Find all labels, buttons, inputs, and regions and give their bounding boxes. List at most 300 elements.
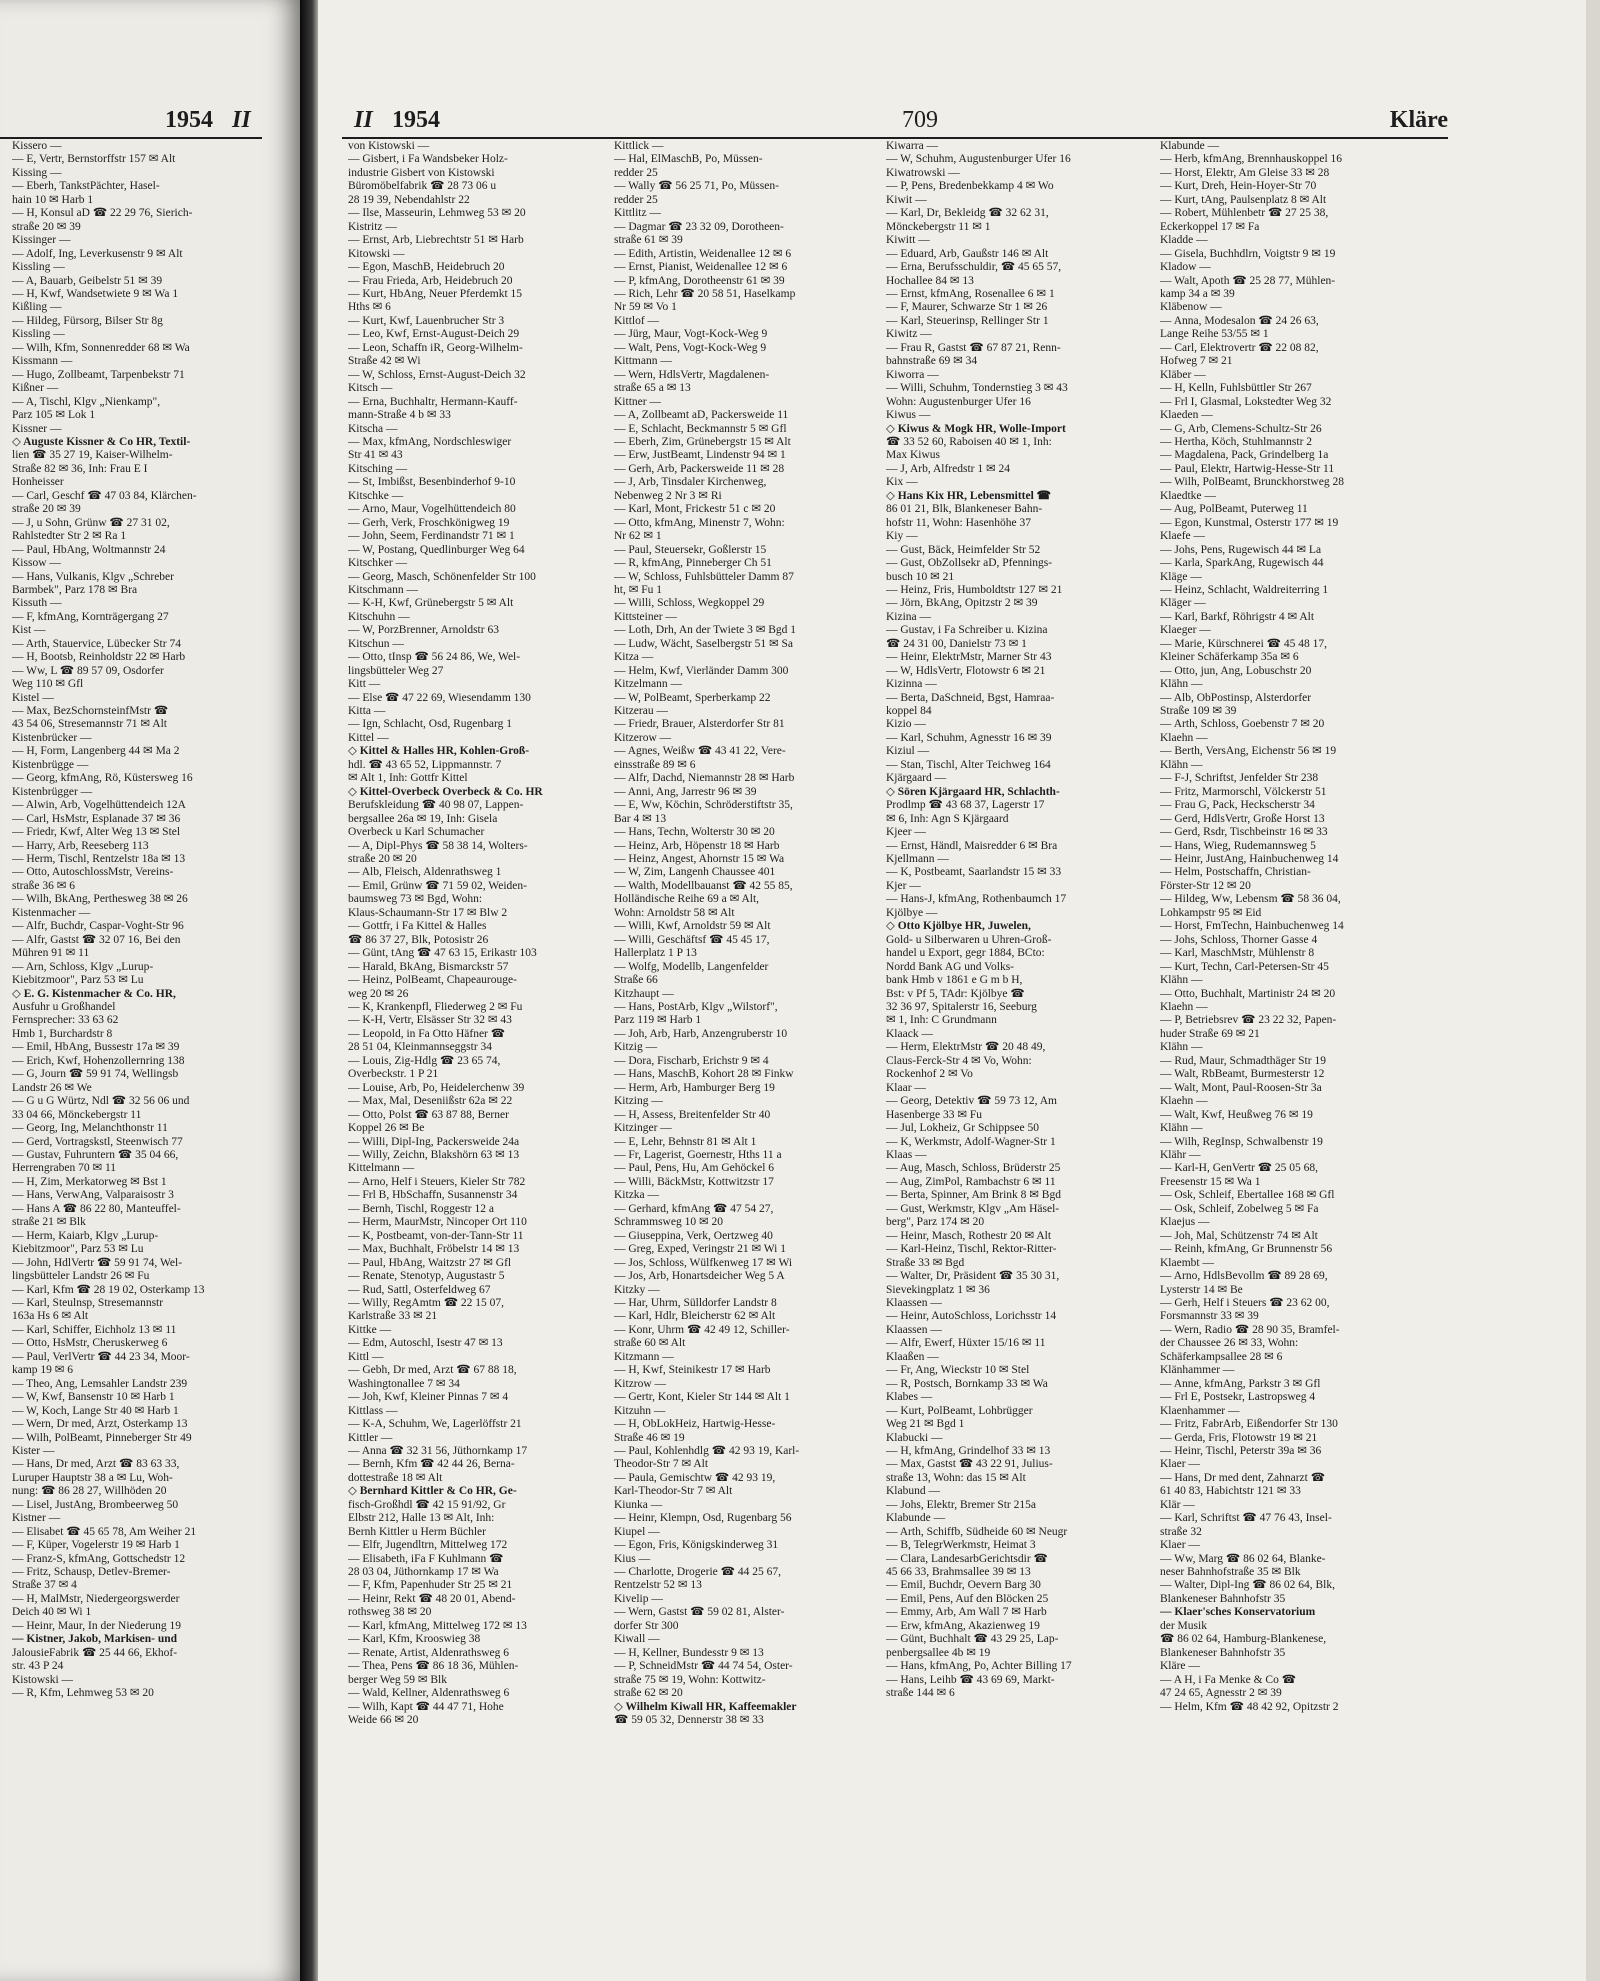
directory-line: — Wern, Dr med, Arzt, Osterkamp 13: [12, 1418, 188, 1431]
directory-column-1: [348, 140, 610, 1975]
directory-line: — Heinr, Klempn, Osd, Rugenbarg 56: [614, 1512, 792, 1525]
directory-line: Kitzerau —: [614, 705, 668, 718]
directory-line: Klär —: [1160, 1498, 1195, 1511]
directory-line: — A, Tischl, Klgv „Nienkamp",: [12, 395, 161, 408]
directory-line: — J, u Sohn, Grünw ☎ 27 31 02,: [12, 516, 170, 529]
directory-line: Max Kiwus: [886, 449, 940, 462]
directory-line: — W, HdlsVertr, Flotowstr 6 ✉ 21: [886, 664, 1046, 677]
directory-line: — H, kfmAng, Grindelhof 33 ✉ 13: [886, 1444, 1051, 1457]
directory-line: — Carl, Elektrovertr ☎ 22 08 82,: [1160, 341, 1319, 354]
directory-line: Kleiner Schäferkamp 35a ✉ 6: [1160, 651, 1299, 664]
directory-line: — Edith, Artistin, Weidenallee 12 ✉ 6: [614, 247, 792, 260]
directory-line: — Arn, Schloss, Klgv „Lurup-: [12, 960, 154, 973]
directory-line: Kius —: [614, 1552, 651, 1565]
directory-line: Kissinger —: [12, 234, 71, 247]
directory-line: — Adolf, Ing, Leverkusenstr 9 ✉ Alt: [12, 247, 183, 260]
directory-line: Kissling —: [12, 328, 65, 341]
directory-line: Kittlass —: [348, 1404, 398, 1417]
directory-line: — Hans, PostArb, Klgv „Wilstorf",: [614, 1001, 778, 1013]
directory-line: berger Weg 59 ✉ Blk: [348, 1673, 447, 1686]
directory-line: — Otto, Polst ☎ 63 87 88, Berner: [348, 1108, 509, 1121]
directory-line: — Paula, Gemischtw ☎ 42 93 19,: [614, 1471, 776, 1484]
directory-line: Hmb 1, Burchardstr 8: [12, 1027, 113, 1040]
directory-line: Kissero —: [12, 140, 62, 152]
directory-line: Kißling —: [12, 301, 62, 314]
directory-line: Kitschuhn —: [348, 610, 410, 623]
directory-line: — Thea, Pens ☎ 86 18 36, Mühlen-: [348, 1660, 519, 1673]
directory-line: straße 21 ✉ Blk: [12, 1216, 86, 1229]
directory-line: — Frau Frieda, Arb, Heidebruch 20: [348, 274, 513, 287]
directory-line: Kittelmann —: [348, 1162, 415, 1175]
directory-line: 86 01 21, Blk, Blankeneser Bahn-: [886, 503, 1043, 516]
directory-line: ◇ Bernhard Kittler & Co HR, Ge-: [348, 1485, 517, 1498]
directory-line: Kjellmann —: [886, 853, 949, 866]
directory-line: — Emil, Grünw ☎ 71 59 02, Weiden-: [348, 879, 527, 892]
directory-line: Kittl —: [348, 1350, 384, 1363]
directory-line: Klähn —: [1160, 678, 1203, 691]
directory-line: Luruper Hauptstr 38 a ✉ Lu, Woh-: [12, 1471, 173, 1484]
directory-line: — Anna ☎ 32 31 56, Jüthornkamp 17: [348, 1444, 528, 1457]
running-head: Kläre: [1389, 107, 1448, 133]
directory-line: — E, Lehr, Behnstr 81 ✉ Alt 1: [614, 1135, 757, 1148]
directory-line: Kiwus —: [886, 409, 931, 422]
directory-line: Kjärgaard —: [886, 772, 947, 785]
directory-line: Kitzinger —: [614, 1122, 672, 1135]
directory-line: ◇ Wilhelm Kiwall HR, Kaffeemakler: [614, 1700, 797, 1713]
directory-line: bergsallee 26a ✉ 19, Inh: Gisela: [348, 812, 498, 825]
directory-line: — Paul, HbAng, Woltmannstr 24: [12, 543, 166, 556]
directory-line: Kitzmann —: [614, 1350, 674, 1363]
directory-line: — Ww, L ☎ 89 57 09, Osdorfer: [12, 664, 164, 677]
directory-line: — Heinr, Tischl, Peterstr 39a ✉ 36: [1160, 1444, 1322, 1457]
directory-line: — Ludw, Wächt, Saselbergstr 51 ✉ Sa: [614, 637, 794, 650]
directory-line: Kitta —: [348, 705, 386, 718]
directory-line: — Franz-S, kfmAng, Gottschedstr 12: [12, 1552, 186, 1565]
directory-line: — Günt, Buchhalt ☎ 43 29 25, Lap-: [886, 1633, 1059, 1646]
directory-line: Deich 40 ✉ Wi 1: [12, 1606, 92, 1619]
directory-line: Kitzig —: [614, 1041, 658, 1054]
directory-line: — Ernst, Händl, Maisredder 6 ✉ Bra: [886, 839, 1058, 852]
directory-line: — H, MalMstr, Niedergeorgswerder: [12, 1592, 180, 1605]
directory-line: Kiwitz —: [886, 328, 932, 341]
directory-line: straße 13, Wohn: das 15 ✉ Alt: [886, 1471, 1026, 1484]
directory-line: — Hans, VerwAng, Valparaisostr 3: [12, 1189, 174, 1202]
directory-line: Nr 62 ✉ 1: [614, 530, 662, 543]
directory-line: — Ernst, kfmAng, Rosenallee 6 ✉ 1: [886, 287, 1055, 300]
left-page-header: [0, 103, 262, 139]
directory-line: Koppel 26 ✉ Be: [348, 1122, 425, 1135]
directory-line: Klaembt —: [1160, 1256, 1214, 1269]
directory-line: — Ww, Marg ☎ 86 02 64, Blanke-: [1160, 1552, 1326, 1565]
directory-line: — Frl E, Postsekr, Lastropsweg 4: [1160, 1391, 1316, 1404]
page-number: 709: [902, 107, 938, 133]
directory-line: bahnstraße 69 ✉ 34: [886, 355, 978, 368]
directory-line: Kitowski —: [348, 247, 405, 260]
directory-line: ☎ 33 52 60, Raboisen 40 ✉ 1, Inh:: [886, 435, 1052, 448]
directory-line: — Arth, Stauervice, Lübecker Str 74: [12, 637, 181, 650]
directory-line: Weg 110 ✉ Gfl: [12, 678, 84, 691]
directory-line: — Karl, Steuerinsp, Rellinger Str 1: [886, 314, 1049, 327]
directory-line: — Gust, ObZollsekr aD, Pfennings-: [886, 557, 1053, 570]
directory-line: — Harry, Arb, Reeseberg 113: [12, 839, 149, 852]
directory-line: hain 10 ✉ Harb 1: [12, 193, 94, 206]
directory-line: — B, TelegrWerkmstr, Heimat 3: [886, 1539, 1036, 1552]
directory-line: — Gust, Bäck, Heimfelder Str 52: [886, 543, 1041, 556]
directory-line: Kissling —: [12, 261, 65, 274]
directory-line: — W, PorzBrenner, Arnoldstr 63: [348, 624, 499, 637]
directory-line: industrie Gisbert von Kistowski: [348, 166, 495, 179]
left-page: [0, 0, 300, 1981]
directory-line: Klaack —: [886, 1027, 933, 1040]
directory-line: dorfer Str 300: [614, 1619, 679, 1632]
directory-line: Kjölbye —: [886, 906, 938, 919]
directory-line: ◇ Kiwus & Mogk HR, Wolle-Import: [886, 422, 1066, 435]
directory-line: handel u Export, gegr 1884, BCto:: [886, 947, 1045, 960]
directory-line: — Hans, kfmAng, Po, Achter Billing 17: [886, 1660, 1072, 1673]
directory-line: Klaeger —: [1160, 624, 1211, 637]
directory-line: — G u G Würtz, Ndl ☎ 32 56 06 und: [12, 1095, 190, 1108]
directory-line: — Berta, Spinner, Am Brink 8 ✉ Bgd: [886, 1189, 1061, 1202]
directory-line: lingsbütteler Landstr 26 ✉ Fu: [12, 1270, 150, 1283]
directory-line: kamp 19 ✉ 6: [12, 1364, 74, 1377]
directory-column-3: [886, 140, 1156, 1975]
directory-line: Hofweg 7 ✉ 21: [1160, 355, 1233, 368]
directory-line: Kistenbrügge —: [12, 758, 89, 771]
directory-line: Washingtonallee 7 ✉ 34: [348, 1377, 460, 1390]
directory-line: Kiwall —: [614, 1633, 660, 1646]
directory-line: Karl-Theodor-Str 7 ✉ Alt: [614, 1485, 733, 1498]
directory-line: — Johs, Elektr, Bremer Str 215a: [886, 1498, 1036, 1511]
directory-line: — Heinr, Masch, Rothestr 20 ✉ Alt: [886, 1229, 1052, 1242]
directory-line: busch 10 ✉ 21: [886, 570, 955, 583]
directory-line: — A, Zollbeamt aD, Packersweide 11: [614, 409, 789, 422]
directory-line: straße 144 ✉ 6: [886, 1687, 955, 1700]
directory-line: ✉ 1, Inh: C Grundmann: [886, 1014, 997, 1027]
directory-line: Wohn: Arnoldstr 58 ✉ Alt: [614, 906, 735, 919]
directory-line: Parz 119 ✉ Harb 1: [614, 1014, 702, 1027]
directory-line: — K, Werkmstr, Adolf-Wagner-Str 1: [886, 1135, 1056, 1148]
directory-line: — P, Betriebsrev ☎ 23 22 32, Papen-: [1160, 1014, 1337, 1027]
directory-line: nung: ☎ 86 28 27, Willhöden 20: [12, 1485, 167, 1498]
directory-line: — F, Maurer, Schwarze Str 1 ✉ 26: [886, 301, 1048, 314]
directory-line: Hths ✉ 6: [348, 301, 391, 314]
directory-line: — Edm, Autoschl, Isestr 47 ✉ 13: [348, 1337, 503, 1350]
directory-line: — Louis, Zig-Hdlg ☎ 23 65 74,: [348, 1054, 501, 1067]
directory-line: — Paul, Kohlenhdlg ☎ 42 93 19, Karl-: [614, 1444, 800, 1457]
directory-line: Kiebitzmoor", Parz 53 ✉ Lu: [12, 974, 144, 987]
directory-line: Kitzing —: [614, 1095, 663, 1108]
directory-line: — Aug, ZimPol, Rambachstr 6 ✉ 11: [886, 1175, 1056, 1188]
directory-line: — Karl-H, GenVertr ☎ 25 05 68,: [1160, 1162, 1319, 1175]
directory-line: Straße 37 ✉ 4: [12, 1579, 77, 1592]
directory-line: — J, Arb, Alfredstr 1 ✉ 24: [886, 462, 1010, 475]
directory-line: Hasenberge 33 ✉ Fu: [886, 1108, 982, 1121]
directory-line: — St, Imbißst, Besenbinderhof 9-10: [348, 476, 516, 489]
directory-line: — Alfr, Buchdr, Caspar-Voght-Str 96: [12, 920, 184, 933]
directory-line: straße 20 ✉ 39: [12, 220, 81, 233]
directory-line: — Frl I, Glasmal, Lokstedter Weg 32: [1160, 395, 1332, 408]
directory-line: — Heinr, Maur, In der Niederung 19: [12, 1619, 181, 1632]
directory-line: — Egon, Kunstmal, Osterstr 177 ✉ 19: [1160, 516, 1339, 529]
directory-line: redder 25: [614, 166, 658, 179]
directory-line: — Walt, Mont, Paul-Roosen-Str 3a: [1160, 1081, 1322, 1094]
directory-line: Kitsching —: [348, 462, 408, 475]
directory-line: penbergsallee 4b ✉ 19: [886, 1646, 991, 1659]
directory-line: Holländische Reihe 69 a ✉ Alt,: [614, 893, 760, 906]
directory-line: Klaehn —: [1160, 1095, 1208, 1108]
directory-line: straße 61 ✉ 39: [614, 234, 683, 247]
directory-line: Kitza —: [614, 651, 654, 664]
directory-line: — A H, i Fa Menke & Co ☎: [1160, 1673, 1297, 1686]
directory-line: — Gerd, Vortragskstl, Steenwisch 77: [12, 1135, 183, 1148]
directory-line: 45 66 33, Brahmsallee 39 ✉ 13: [886, 1566, 1031, 1579]
directory-line: — W, Kwf, Bansenstr 10 ✉ Harb 1: [12, 1391, 175, 1404]
directory-line: — Günt, tAng ☎ 47 63 15, Erikastr 103: [348, 947, 537, 960]
directory-line: Kläge —: [1160, 570, 1202, 583]
directory-line: hdl. ☎ 43 65 52, Lippmannstr. 7: [348, 758, 502, 771]
directory-line: Kitsch —: [348, 382, 393, 395]
directory-line: — Heinz, PolBeamt, Chapeaurouge-: [348, 974, 517, 987]
directory-line: Claus-Ferck-Str 4 ✉ Vo, Wohn:: [886, 1054, 1032, 1067]
directory-line: ✉ 6, Inh: Agn S Kjärgaard: [886, 812, 1009, 825]
directory-line: — Alwin, Arb, Vogelhüttendeich 12A: [12, 799, 186, 812]
directory-line: — Kurt, PolBeamt, Lohbrügger: [886, 1404, 1033, 1417]
directory-line: — Wilh, RegInsp, Schwalbenstr 19: [1160, 1135, 1323, 1148]
directory-line: — Gottfr, i Fa Kittel & Halles: [348, 920, 487, 933]
directory-line: — Johs, Schloss, Thorner Gasse 4: [1160, 933, 1318, 946]
directory-line: — K-H, Vertr, Elsässer Str 32 ✉ 43: [348, 1014, 512, 1027]
directory-line: — P, kfmAng, Dorotheenstr 61 ✉ 39: [614, 274, 785, 287]
directory-line: Kläbenow —: [1160, 301, 1222, 314]
directory-line: Klabunde —: [886, 1512, 946, 1525]
directory-line: — Arno, Helf i Steuers, Kieler Str 782: [348, 1175, 526, 1188]
directory-line: Kiziul —: [886, 745, 930, 758]
directory-line: — Wally ☎ 56 25 71, Po, Müssen-: [614, 180, 779, 193]
directory-line: Straße 42 ✉ Wi: [348, 355, 421, 368]
directory-line: — H, Bootsb, Reinholdstr 22 ✉ Harb: [12, 651, 186, 664]
directory-line: — Otto, kfmAng, Minenstr 7, Wohn:: [614, 516, 785, 529]
directory-line: Schrammsweg 10 ✉ 20: [614, 1216, 723, 1229]
directory-line: — Aug, Masch, Schloss, Brüderstr 25: [886, 1162, 1061, 1175]
directory-line: — Herm, Tischl, Rentzelstr 18a ✉ 13: [12, 853, 186, 866]
directory-line: — Carl, Geschf ☎ 47 03 84, Klärchen-: [12, 489, 197, 502]
directory-line: Klaas —: [886, 1148, 927, 1161]
directory-line: ht, ✉ Fu 1: [614, 583, 662, 596]
directory-line: — Loth, Drh, An der Twiete 3 ✉ Bgd 1: [614, 624, 797, 637]
directory-line: Kissing —: [12, 166, 62, 179]
directory-line: — Max, kfmAng, Nordschleswiger: [348, 435, 512, 448]
directory-line: Kizio —: [886, 718, 926, 731]
directory-line: — Walt, Kwf, Heußweg 76 ✉ 19: [1160, 1108, 1313, 1121]
directory-line: — Gerh, Helf i Steuers ☎ 23 62 00,: [1160, 1296, 1330, 1309]
directory-line: Rentzelstr 52 ✉ 13: [614, 1579, 702, 1592]
directory-line: — Osk, Schleif, Ebertallee 168 ✉ Gfl: [1160, 1189, 1335, 1202]
directory-line: — Ign, Schlacht, Osd, Rugenbarg 1: [348, 718, 512, 731]
directory-line: — K, Postbeamt, von-der-Tann-Str 11: [348, 1229, 524, 1242]
directory-line: Rockenhof 2 ✉ Vo: [886, 1068, 973, 1081]
directory-line: — Willy, RegAmtm ☎ 22 15 07,: [348, 1296, 505, 1309]
directory-line: — H, Zim, Merkatorweg ✉ Bst 1: [12, 1175, 167, 1188]
directory-line: Lysterstr 14 ✉ Be: [1160, 1283, 1243, 1296]
directory-line: Kitzrow —: [614, 1377, 667, 1390]
left-directory-column: [12, 140, 288, 1975]
directory-line: Kladow —: [1160, 261, 1211, 274]
directory-line: — Ilse, Masseurin, Lehmweg 53 ✉ 20: [348, 207, 526, 220]
directory-line: Mühren 91 ✉ 11: [12, 947, 90, 960]
directory-line: — Jos, Arb, Honartsdeicher Weg 5 A: [614, 1270, 785, 1283]
directory-column-4: [1160, 140, 1432, 1975]
directory-line: — Karla, SparkAng, Rugewisch 44: [1160, 557, 1324, 570]
directory-line: — Gustav, i Fa Schreiber u. Kizina: [886, 624, 1048, 637]
directory-line: Landstr 26 ✉ We: [12, 1081, 92, 1094]
directory-line: Eckerkoppel 17 ✉ Fa: [1160, 220, 1260, 233]
directory-line: — Karl, Schriftst ☎ 47 76 43, Insel-: [1160, 1512, 1332, 1525]
directory-line: Lohkampstr 95 ✉ Eid: [1160, 906, 1262, 919]
directory-line: Berufskleidung ☎ 40 98 07, Lappen-: [348, 799, 524, 812]
directory-line: — K, Postbeamt, Saarlandstr 15 ✉ 33: [886, 866, 1062, 879]
directory-line: Kjer —: [886, 879, 921, 892]
directory-line: bank Hmb v 1861 e G m b H,: [886, 974, 1023, 987]
directory-line: Klaassen —: [886, 1323, 942, 1336]
directory-line: — Max, Mal, Deseniißstr 62a ✉ 22: [348, 1095, 513, 1108]
directory-line: Forsmannstr 33 ✉ 39: [1160, 1310, 1259, 1323]
directory-line: redder 25: [614, 193, 658, 206]
directory-line: — Walt, Pens, Vogt-Kock-Weg 9: [614, 341, 767, 354]
directory-line: straße 20 ✉ 20: [348, 853, 417, 866]
directory-line: Kitschun —: [348, 637, 404, 650]
directory-line: Kistowski —: [12, 1673, 74, 1686]
directory-line: Kittmann —: [614, 355, 672, 368]
directory-line: — A, Bauarb, Geibelstr 51 ✉ 39: [12, 274, 163, 287]
directory-line: — Frau G, Pack, Heckscherstr 34: [1160, 799, 1315, 812]
directory-line: — Har, Uhrm, Sülldorfer Landstr 8: [614, 1296, 777, 1309]
left-header-year: 1954: [165, 107, 213, 133]
directory-line: — G, Journ ☎ 59 91 74, Wellingsb: [12, 1068, 179, 1081]
directory-line: — Helm, Postschaffn, Christian-: [1160, 866, 1311, 879]
directory-line: Kister —: [12, 1444, 55, 1457]
directory-line: der Musik: [1160, 1619, 1207, 1632]
directory-line: Kjeer —: [886, 826, 926, 839]
directory-line: Klaer —: [1160, 1539, 1200, 1552]
directory-line: — Erw, JustBeamt, Lindenstr 94 ✉ 1: [614, 449, 786, 462]
directory-line: Fernsprecher: 33 63 62: [12, 1014, 119, 1027]
directory-line: — John, HdlVertr ☎ 59 91 74, Wel-: [12, 1256, 183, 1269]
directory-line: Kistenbrücker —: [12, 731, 92, 744]
directory-line: Overbeckstr. 1 P 21: [348, 1068, 439, 1081]
directory-line: 28 51 04, Kleinmannseggstr 34: [348, 1041, 493, 1054]
directory-line: — H, Kwf, Steinikestr 17 ✉ Harb: [614, 1364, 771, 1377]
directory-line: Kizina —: [886, 610, 932, 623]
directory-line: JalousieFabrik ☎ 25 44 66, Ekhof-: [12, 1646, 178, 1659]
directory-line: Kittler —: [348, 1431, 393, 1444]
directory-line: — Heinr, AutoSchloss, Lorichsstr 14: [886, 1310, 1057, 1323]
directory-line: — Gerda, Fris, Flotowstr 19 ✉ 21: [1160, 1431, 1318, 1444]
directory-line: rothsweg 38 ✉ 20: [348, 1606, 432, 1619]
directory-line: Wohn: Augustenburger Ufer 16: [886, 395, 1031, 408]
directory-line: Overbeck u Karl Schumacher: [348, 826, 485, 839]
directory-line: — W, Postang, Quedlinburger Weg 64: [348, 543, 525, 556]
directory-line: — Otto, jun, Ang, Lobuschstr 20: [1160, 664, 1312, 677]
directory-line: Kladde —: [1160, 234, 1208, 247]
directory-line: — Leon, Schaffn iR, Georg-Wilhelm-: [348, 341, 523, 354]
directory-line: — Heinr, JustAng, Hainbuchenweg 14: [1160, 853, 1339, 866]
directory-line: — R, kfmAng, Pinneberger Ch 51: [614, 557, 772, 570]
directory-line: — Georg, Detektiv ☎ 59 73 12, Am: [886, 1095, 1057, 1108]
directory-line: Kissuth —: [12, 597, 62, 610]
directory-line: Freesenstr 15 ✉ Wa 1: [1160, 1175, 1261, 1188]
directory-line: — Walter, Dr, Präsident ☎ 35 30 31,: [886, 1270, 1060, 1283]
directory-line: — Berth, VersAng, Eichenstr 56 ✉ 19: [1160, 745, 1337, 758]
directory-line: 28 03 04, Jüthornkamp 17 ✉ Wa: [348, 1566, 499, 1579]
directory-line: — Anna, Modesalon ☎ 24 26 63,: [1160, 314, 1319, 327]
directory-line: straße 65 a ✉ 13: [614, 382, 691, 395]
directory-line: — Aug, PolBeamt, Puterweg 11: [1160, 503, 1308, 516]
directory-line: — W, Koch, Lange Str 40 ✉ Harb 1: [12, 1404, 179, 1417]
directory-line: Straße 82 ✉ 36, Inh: Frau E I: [12, 462, 148, 475]
directory-line: — Hildeg, Fürsorg, Bilser Str 8g: [12, 314, 163, 327]
directory-line: Karlstraße 33 ✉ 21: [348, 1310, 438, 1323]
directory-line: — Stan, Tischl, Alter Teichweg 164: [886, 758, 1051, 771]
directory-line: dottestraße 18 ✉ Alt: [348, 1471, 443, 1484]
directory-line: — Arno, HdlsBevollm ☎ 89 28 69,: [1160, 1270, 1328, 1283]
directory-line: — Charlotte, Drogerie ☎ 44 25 67,: [614, 1566, 781, 1579]
directory-line: — P, SchneidMstr ☎ 44 74 54, Oster-: [614, 1660, 793, 1673]
directory-line: fisch-Großhdl ☎ 42 15 91/92, Gr: [348, 1498, 506, 1511]
directory-line: Kistritz —: [348, 220, 397, 233]
directory-line: Theodor-Str 7 ✉ Alt: [614, 1458, 709, 1471]
directory-line: — Alb, Fleisch, Aldenrathsweg 1: [348, 866, 502, 879]
directory-line: — Elfr, Jugendltrn, Mittelweg 172: [348, 1539, 508, 1552]
directory-line: — Max, Gastst ☎ 43 22 91, Julius-: [886, 1458, 1053, 1471]
directory-line: — Kurt, Dreh, Hein-Hoyer-Str 70: [1160, 180, 1317, 193]
directory-line: — Karl-Heinz, Tischl, Rektor-Ritter-: [886, 1243, 1057, 1256]
directory-line: — Konr, Uhrm ☎ 42 49 12, Schiller-: [614, 1323, 790, 1336]
directory-line: 47 24 65, Agnesstr 2 ✉ 39: [1160, 1687, 1282, 1700]
directory-line: — Georg, Ing, Melanchthonstr 11: [12, 1122, 168, 1135]
directory-line: — Wern, Gastst ☎ 59 02 81, Alster-: [614, 1606, 785, 1619]
directory-line: Kist —: [12, 624, 46, 637]
directory-line: — F, Küper, Vogelerstr 19 ✉ Harb 1: [12, 1539, 180, 1552]
directory-line: straße 75 ✉ 19, Wohn: Kottwitz-: [614, 1673, 766, 1686]
directory-line: — H, Konsul aD ☎ 22 29 76, Sierich-: [12, 207, 193, 220]
directory-line: — Max, Buchhalt, Fröbelstr 14 ✉ 13: [348, 1243, 520, 1256]
directory-line: Klaaßen —: [886, 1350, 939, 1363]
directory-line: — Frau R, Gastst ☎ 67 87 21, Renn-: [886, 341, 1061, 354]
directory-line: Kitzhaupt —: [614, 987, 674, 1000]
directory-line: — Joh, Kwf, Kleiner Pinnas 7 ✉ 4: [348, 1391, 509, 1404]
directory-line: — Carl, HsMstr, Esplanade 37 ✉ 36: [12, 812, 181, 825]
directory-line: — Gertr, Kont, Kieler Str 144 ✉ Alt 1: [614, 1391, 790, 1404]
directory-line: ☎ 59 05 32, Dennerstr 38 ✉ 33: [614, 1714, 764, 1727]
directory-line: — Karl, MaschMstr, Mühlenstr 8: [1160, 947, 1315, 960]
directory-line: Schäferkampsallee 28 ✉ 6: [1160, 1350, 1283, 1363]
directory-line: — H, Assess, Breitenfelder Str 40: [614, 1108, 771, 1121]
directory-line: Klähn —: [1160, 1122, 1203, 1135]
directory-line: — Agnes, Weißw ☎ 43 41 22, Vere-: [614, 745, 786, 758]
directory-line: — W, Schloss, Ernst-August-Deich 32: [348, 368, 526, 381]
directory-line: — Rud, Maur, Schmadthäger Str 19: [1160, 1054, 1326, 1067]
directory-line: — Walt, RbBeamt, Burmesterstr 12: [1160, 1068, 1325, 1081]
directory-line: — Hugo, Zollbeamt, Tarpenbekstr 71: [12, 368, 185, 381]
directory-line: Förster-Str 12 ✉ 20: [1160, 879, 1251, 892]
directory-line: — Harald, BkAng, Bismarckstr 57: [348, 960, 509, 973]
directory-line: Parz 105 ✉ Lok 1: [12, 409, 96, 422]
directory-line: Honheisser: [12, 476, 64, 489]
directory-line: baumsweg 73 ✉ Bgd, Wohn:: [348, 893, 483, 906]
directory-line: str. 43 P 24: [12, 1660, 64, 1673]
directory-line: Straße 109 ✉ 39: [1160, 705, 1237, 718]
directory-line: — E, Vertr, Bernstorffstr 157 ✉ Alt: [12, 153, 176, 166]
